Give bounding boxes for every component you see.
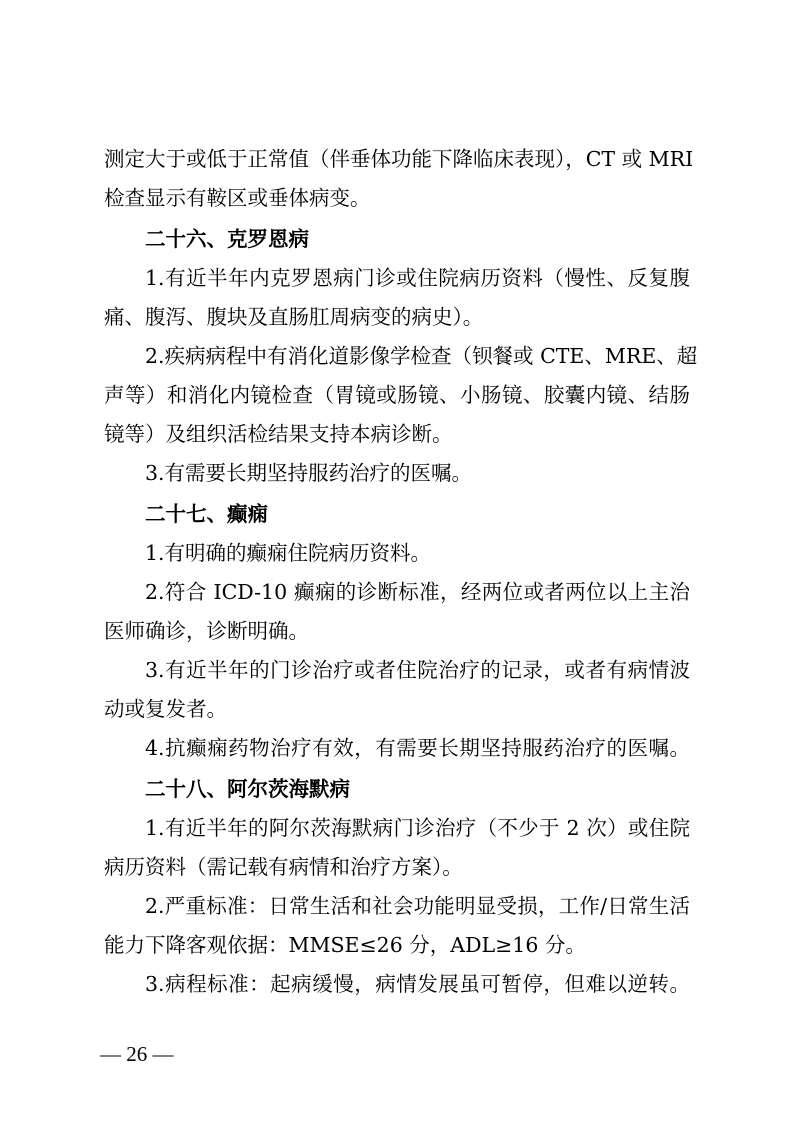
body-text-line: 1.有明确的癫痫住院病历资料。 <box>145 541 432 565</box>
body-text-line: 4.抗癫痫药物治疗有效，有需要长期坚持服药治疗的医嘱。 <box>145 736 690 760</box>
body-text-line: 1.有近半年的阿尔茨海默病门诊治疗（不少于 2 次）或住院 <box>145 816 690 840</box>
body-text-line: 3.病程标准：起病缓慢，病情发展虽可暂停，但难以逆转。 <box>145 972 690 996</box>
body-text-line: 3.有需要长期坚持服药治疗的医嘱。 <box>145 461 473 485</box>
body-text-line: 测定大于或低于正常值（伴垂体功能下降临床表现），CT 或 MRI <box>104 147 694 171</box>
body-text-line: 医师确诊，诊断明确。 <box>104 619 309 643</box>
section-heading: 二十六、克罗恩病 <box>145 227 309 251</box>
body-text-line: 动或复发者。 <box>104 697 227 721</box>
body-text-line: 病历资料（需记载有病情和治疗方案）。 <box>104 855 463 879</box>
body-text-line: 2.符合 ICD-10 癫痫的诊断标准，经两位或者两位以上主治 <box>145 580 690 604</box>
body-text-line: 1.有近半年内克罗恩病门诊或住院病历资料（慢性、反复腹 <box>145 266 690 290</box>
page-number: — 26 — <box>100 1042 174 1066</box>
body-text-line: 镜等）及组织活检结果支持本病诊断。 <box>104 422 453 446</box>
body-text-line: 检查显示有鞍区或垂体病变。 <box>104 186 371 210</box>
body-text-line: 能力下降客观依据：MMSE≤26 分，ADL≥16 分。 <box>104 933 586 957</box>
body-text-line: 2.严重标准：日常生活和社会功能明显受损，工作/日常生活 <box>145 894 690 918</box>
body-text-line: 2.疾病病程中有消化道影像学检查（钡餐或 CTE、MRE、超 <box>145 344 698 368</box>
body-text-line: 声等）和消化内镜检查（胃镜或肠镜、小肠镜、胶囊内镜、结肠 <box>104 383 690 407</box>
section-heading: 二十七、癫痫 <box>145 502 268 526</box>
body-text-line: 痛、腹泻、腹块及直肠肛周病变的病史）。 <box>104 305 484 329</box>
body-text-line: 3.有近半年的门诊治疗或者住院治疗的记录，或者有病情波 <box>145 658 690 682</box>
section-heading: 二十八、阿尔茨海默病 <box>145 777 350 801</box>
